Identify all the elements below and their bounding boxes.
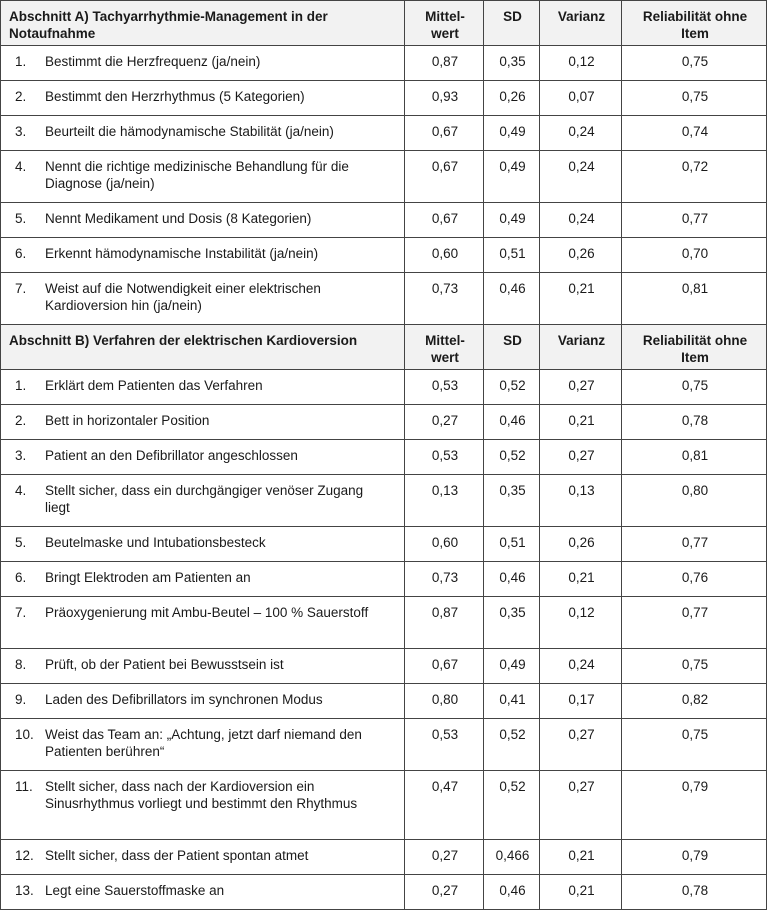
mean-value: 0,53 [405, 370, 484, 405]
mean-value: 0,27 [405, 405, 484, 440]
col-mean-header: Mittel- wert [405, 1, 484, 46]
item-number: 10. [15, 727, 34, 742]
item-number: 8. [15, 657, 27, 672]
item-number: 3. [15, 448, 27, 463]
section-a-header-row [1, 1, 767, 46]
item-number: 7. [15, 605, 27, 620]
table-row [1, 771, 767, 840]
table-row [1, 81, 767, 116]
item-text: Erkennt hämodynamische Instabilität (ja/nein) [45, 246, 319, 261]
table-row [1, 597, 767, 649]
item-text: Bestimmt den Herzrhythmus (5 Kategorien) [45, 89, 305, 104]
item-text: Nennt die richtige medizinische Behandlung für die Diagnose (ja/nein) [45, 159, 349, 191]
table-row [1, 370, 767, 405]
item-text: Laden des Defibrillators im synchronen Modus [45, 692, 323, 707]
reliability-value: 0,77 [622, 527, 767, 562]
variance-value: 0,12 [540, 597, 622, 649]
table-row [1, 151, 767, 203]
reliability-value: 0,77 [622, 597, 767, 649]
mean-value: 0,60 [405, 238, 484, 273]
reliability-value: 0,78 [622, 405, 767, 440]
variance-value: 0,07 [540, 81, 622, 116]
item-number: 5. [15, 535, 27, 550]
variance-value: 0,13 [540, 475, 622, 527]
item-text: Beurteilt die hämodynamische Stabilität (ja/nein) [45, 124, 334, 139]
mean-value: 0,93 [405, 81, 484, 116]
item-number: 2. [15, 413, 27, 428]
table-row [1, 475, 767, 527]
mean-value: 0,47 [405, 771, 484, 840]
item-number: 9. [15, 692, 27, 707]
table-row [1, 116, 767, 151]
reliability-value: 0,74 [622, 116, 767, 151]
table-row [1, 562, 767, 597]
variance-value: 0,27 [540, 440, 622, 475]
reliability-value: 0,78 [622, 875, 767, 910]
variance-value: 0,27 [540, 370, 622, 405]
reliability-value: 0,81 [622, 440, 767, 475]
reliability-value: 0,77 [622, 203, 767, 238]
sd-value: 0,46 [484, 405, 540, 440]
reliability-value: 0,75 [622, 46, 767, 81]
item-number: 1. [15, 378, 27, 393]
variance-value: 0,26 [540, 527, 622, 562]
variance-value: 0,24 [540, 151, 622, 203]
sd-value: 0,52 [484, 370, 540, 405]
reliability-value: 0,70 [622, 238, 767, 273]
mean-value: 0,27 [405, 875, 484, 910]
reliability-value: 0,75 [622, 719, 767, 771]
item-text: Bestimmt die Herzfrequenz (ja/nein) [45, 54, 261, 69]
table-row [1, 684, 767, 719]
reliability-value: 0,82 [622, 684, 767, 719]
variance-value: 0,21 [540, 273, 622, 325]
variance-value: 0,21 [540, 562, 622, 597]
col-sd-header: SD [484, 1, 540, 46]
reliability-value: 0,76 [622, 562, 767, 597]
item-number: 4. [15, 159, 27, 174]
reliability-value: 0,81 [622, 273, 767, 325]
variance-value: 0,26 [540, 238, 622, 273]
section-b-header-row [1, 325, 767, 370]
reliability-value: 0,79 [622, 840, 767, 875]
table-row [1, 273, 767, 325]
mean-value: 0,67 [405, 116, 484, 151]
item-number: 6. [15, 570, 27, 585]
sd-value: 0,35 [484, 597, 540, 649]
mean-value: 0,60 [405, 527, 484, 562]
sd-value: 0,35 [484, 46, 540, 81]
col-mean-header: Mittel- wert [405, 325, 484, 370]
sd-value: 0,52 [484, 719, 540, 771]
variance-value: 0,17 [540, 684, 622, 719]
sd-value: 0,26 [484, 81, 540, 116]
sd-value: 0,49 [484, 203, 540, 238]
item-number: 7. [15, 281, 27, 296]
item-number: 4. [15, 483, 27, 498]
item-number: 12. [15, 848, 34, 863]
item-text: Weist das Team an: „Achtung, jetzt darf niemand den Patienten berühren“ [45, 727, 362, 759]
mean-value: 0,73 [405, 273, 484, 325]
item-text: Legt eine Sauerstoffmaske an [45, 883, 225, 898]
variance-value: 0,21 [540, 840, 622, 875]
item-text: Patient an den Defibrillator angeschlossen [45, 448, 298, 463]
item-number: 11. [15, 779, 33, 794]
reliability-value: 0,80 [622, 475, 767, 527]
item-text: Beutelmaske und Intubationsbesteck [45, 535, 266, 550]
item-number: 6. [15, 246, 27, 261]
item-text: Weist auf die Notwendigkeit einer elektrischen Kardioversion hin (ja/nein) [45, 281, 321, 313]
mean-value: 0,87 [405, 597, 484, 649]
sd-value: 0,52 [484, 771, 540, 840]
table-row [1, 719, 767, 771]
reliability-value: 0,75 [622, 81, 767, 116]
sd-value: 0,52 [484, 440, 540, 475]
sd-value: 0,49 [484, 116, 540, 151]
item-text: Bringt Elektroden am Patienten an [45, 570, 251, 585]
table-row [1, 649, 767, 684]
sd-value: 0,51 [484, 527, 540, 562]
mean-value: 0,67 [405, 151, 484, 203]
sd-value: 0,51 [484, 238, 540, 273]
table-row [1, 440, 767, 475]
variance-value: 0,21 [540, 405, 622, 440]
variance-value: 0,27 [540, 771, 622, 840]
item-text: Stellt sicher, dass nach der Kardioversion ein Sinusrhythmus vorliegt und bestimmt den Rhythmus [45, 779, 358, 811]
col-reliability-header: Reliabilität ohne Item [622, 1, 767, 46]
sd-value: 0,466 [484, 840, 540, 875]
variance-value: 0,21 [540, 875, 622, 910]
reliability-value: 0,75 [622, 649, 767, 684]
table-row [1, 840, 767, 875]
sd-value: 0,46 [484, 875, 540, 910]
table-row [1, 527, 767, 562]
sd-value: 0,35 [484, 475, 540, 527]
table-row [1, 405, 767, 440]
mean-value: 0,27 [405, 840, 484, 875]
variance-value: 0,27 [540, 719, 622, 771]
reliability-value: 0,79 [622, 771, 767, 840]
item-text: Stellt sicher, dass der Patient spontan atmet [45, 848, 309, 863]
variance-value: 0,24 [540, 116, 622, 151]
mean-value: 0,53 [405, 719, 484, 771]
sd-value: 0,41 [484, 684, 540, 719]
table-row [1, 46, 767, 81]
section-b-title: Abschnitt B) Verfahren der elektrischen Kardioversion [1, 325, 405, 370]
table-row [1, 203, 767, 238]
item-number: 3. [15, 124, 27, 139]
sd-value: 0,46 [484, 273, 540, 325]
mean-value: 0,87 [405, 46, 484, 81]
item-number: 5. [15, 211, 27, 226]
mean-value: 0,13 [405, 475, 484, 527]
variance-value: 0,24 [540, 203, 622, 238]
item-text: Stellt sicher, dass ein durchgängiger venöser Zugang liegt [45, 483, 364, 515]
col-reliability-header: Reliabilität ohne Item [622, 325, 767, 370]
item-text: Erklärt dem Patienten das Verfahren [45, 378, 263, 393]
mean-value: 0,80 [405, 684, 484, 719]
table-row [1, 875, 767, 910]
section-a-title: Abschnitt A) Tachyarrhythmie-Management in der Notaufnahme [1, 1, 405, 46]
sd-value: 0,49 [484, 151, 540, 203]
col-variance-header: Varianz [540, 1, 622, 46]
item-number: 1. [15, 54, 27, 69]
col-variance-header: Varianz [540, 325, 622, 370]
variance-value: 0,12 [540, 46, 622, 81]
item-text: Präoxygenierung mit Ambu-Beutel – 100 % Sauerstoff [45, 605, 369, 620]
mean-value: 0,67 [405, 203, 484, 238]
item-number: 2. [15, 89, 27, 104]
sd-value: 0,46 [484, 562, 540, 597]
col-sd-header: SD [484, 325, 540, 370]
item-text: Nennt Medikament und Dosis (8 Kategorien) [45, 211, 312, 226]
item-text: Prüft, ob der Patient bei Bewusstsein ist [45, 657, 284, 672]
item-text: Bett in horizontaler Position [45, 413, 210, 428]
reliability-value: 0,75 [622, 370, 767, 405]
variance-value: 0,24 [540, 649, 622, 684]
mean-value: 0,67 [405, 649, 484, 684]
item-number: 13. [15, 883, 34, 898]
mean-value: 0,73 [405, 562, 484, 597]
mean-value: 0,53 [405, 440, 484, 475]
sd-value: 0,49 [484, 649, 540, 684]
table-row [1, 238, 767, 273]
reliability-value: 0,72 [622, 151, 767, 203]
